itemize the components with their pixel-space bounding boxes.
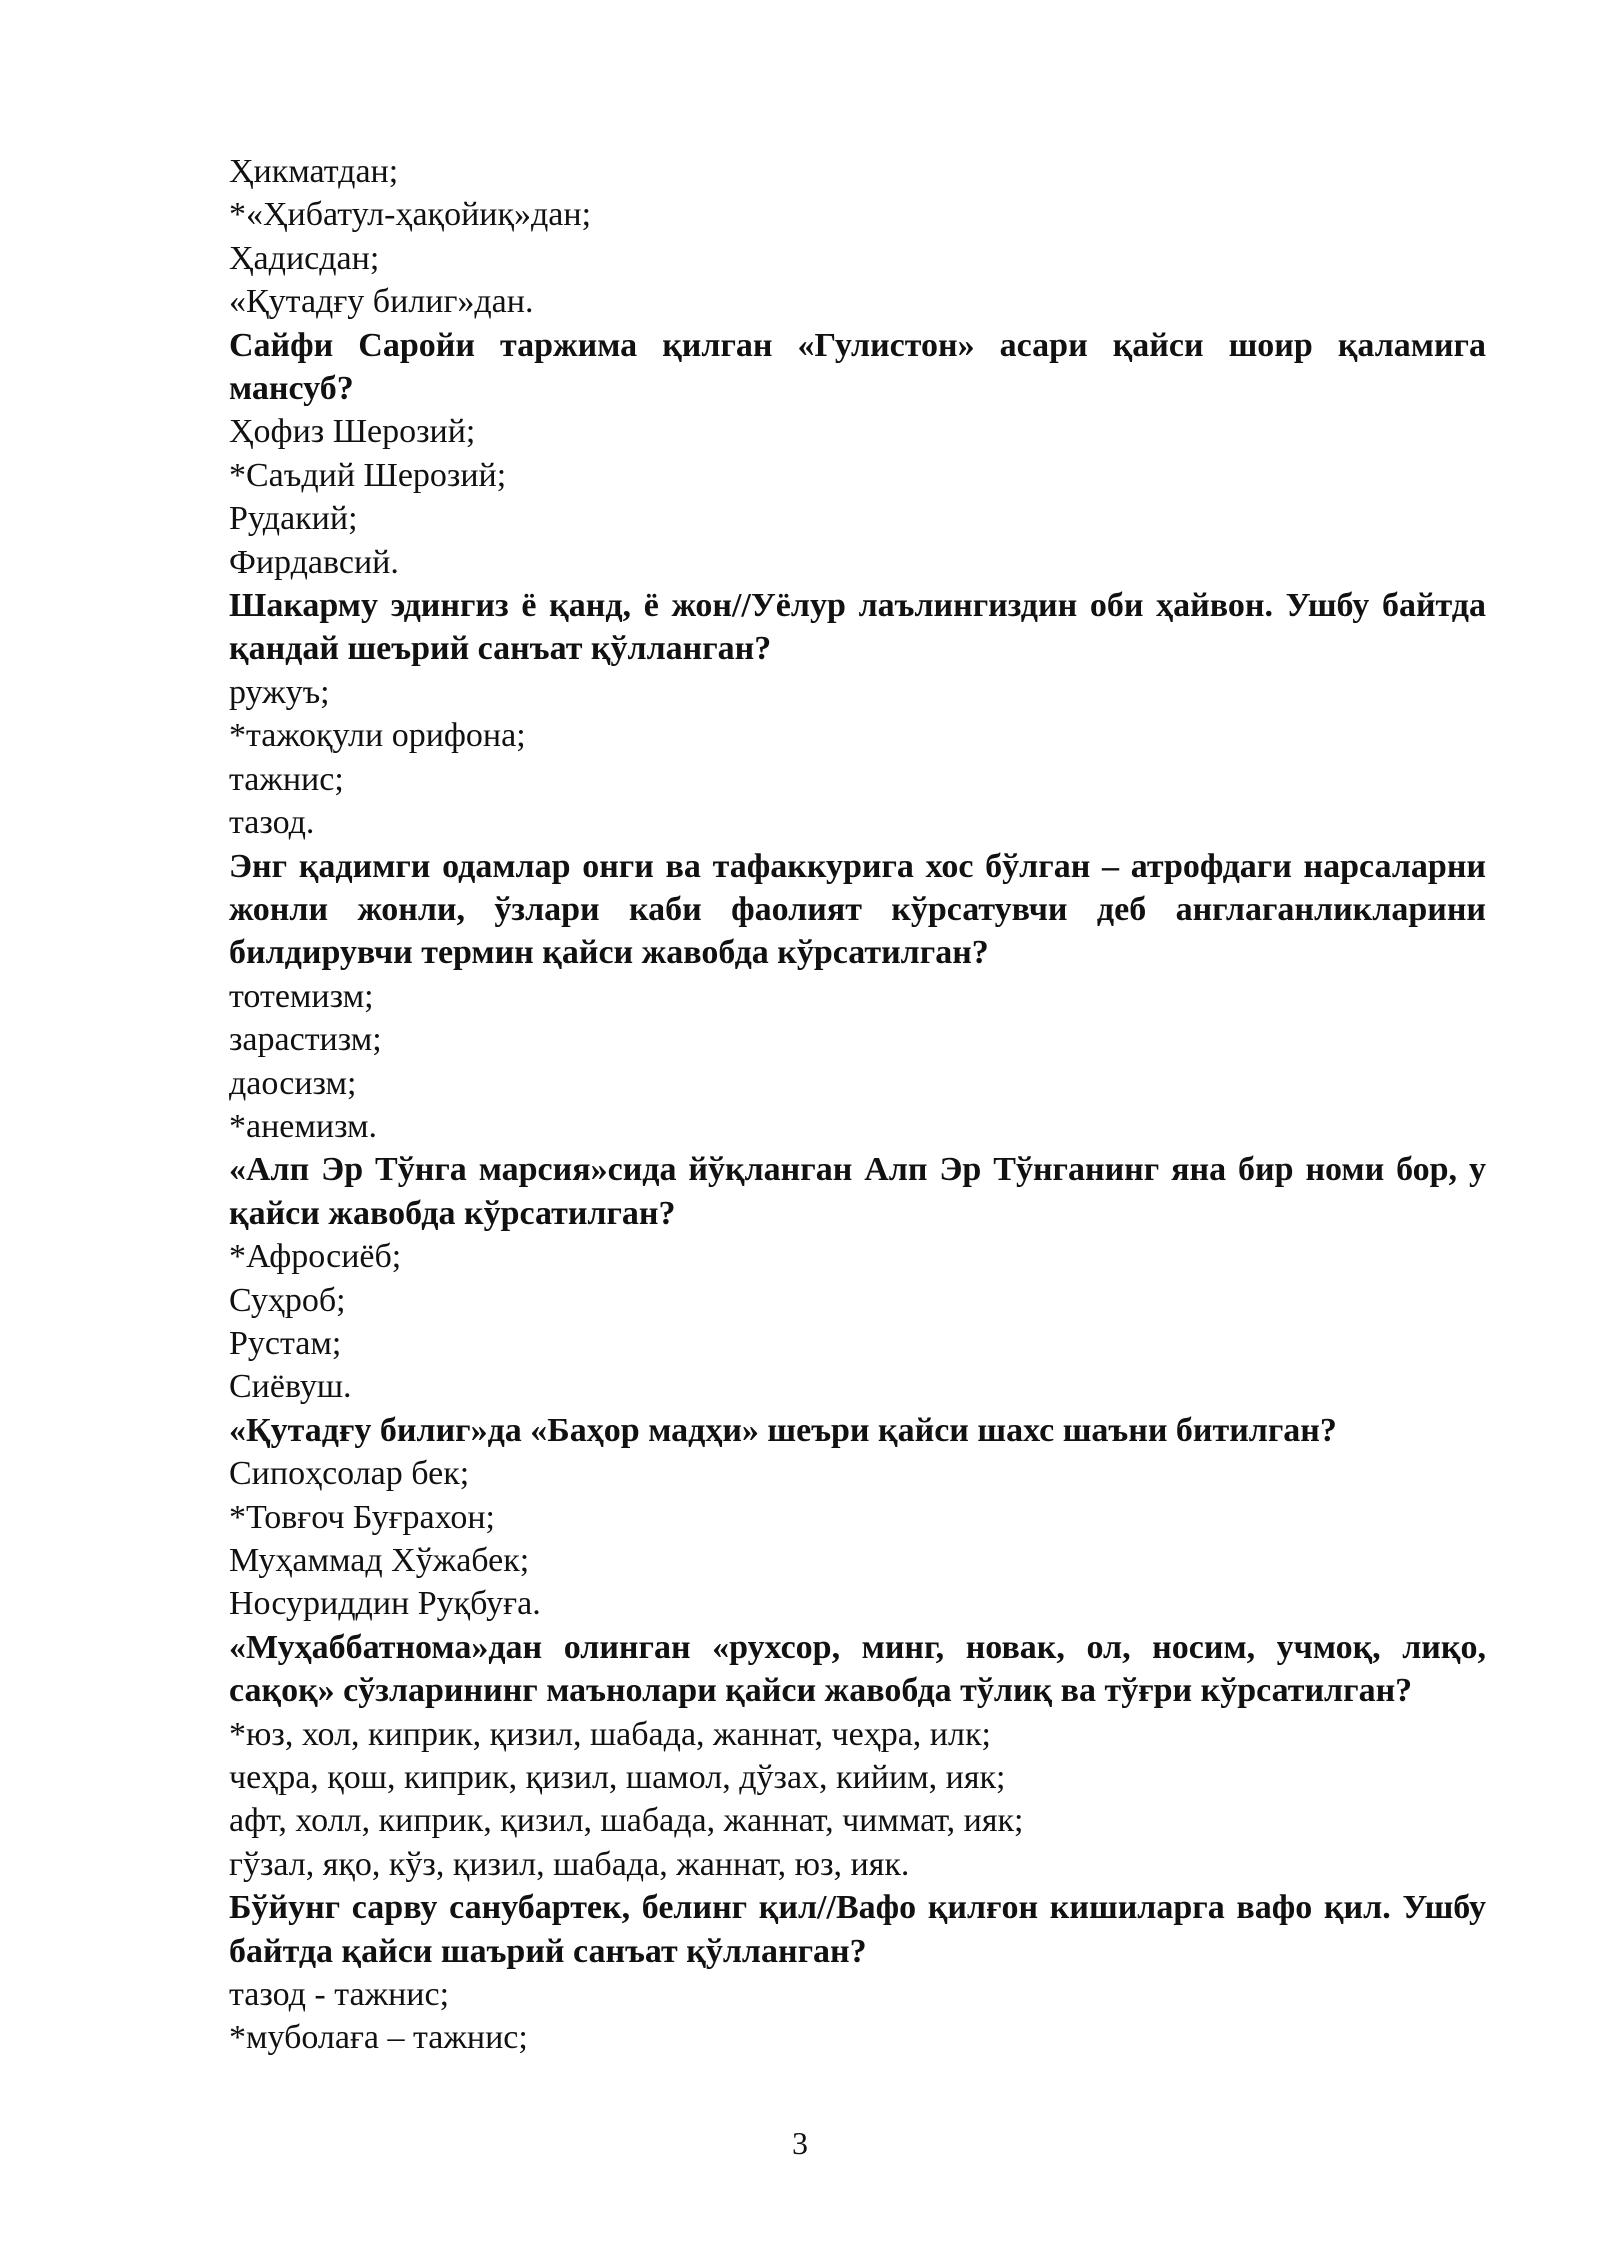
answer-option: Ҳофиз Шерозий; <box>229 413 476 451</box>
answer-option: тазод - тажнис; <box>229 1976 450 2014</box>
answer-option: ружуъ; <box>229 673 330 711</box>
question-text: «Алп Эр Тўнга марсия»сида йўқланган Алп Эр Тўнганинг яна бир номи бор, у қайси жавобда кўрсатилган? <box>229 1151 1486 1232</box>
question-text: Бўйунг сарву санубартек, белинг қил//Вафо қилғон кишиларга вафо қил. Ушбу байтда қайси шаърий санъат қўлланган? <box>229 1889 1486 1970</box>
answer-option: *Саъдий Шерозий; <box>229 456 507 494</box>
question-block <box>229 845 1486 1149</box>
answer-list <box>229 150 1486 324</box>
answer-option: *«Ҳибатул-ҳақойиқ»дан; <box>229 196 592 234</box>
answer-option: тазод. <box>229 804 315 842</box>
answer-option: *Афросиёб; <box>229 1238 402 1276</box>
answer-option: Носуриддин Руқбуға. <box>229 1585 541 1623</box>
answer-option: Ҳадисдан; <box>229 239 380 277</box>
answer-option: Муҳаммад Хўжабек; <box>229 1542 530 1579</box>
question-text: «Муҳаббатнома»дан олинган «рухсор, минг, новак, ол, носим, учмоқ, лиқо, сақоқ» сўзларининг маънолари қайси жавобда тўлиқ ва тўғри кўрсатилган? <box>229 1628 1486 1710</box>
answer-option: гўзал, яқо, кўз, қизил, шабада, жаннат, юз, ияк. <box>229 1845 910 1883</box>
question-block <box>229 324 1486 584</box>
question-block <box>229 1886 1486 2060</box>
answer-option: «Қутадғу билиг»дан. <box>229 283 534 321</box>
answer-option: Сиёвуш. <box>229 1368 352 1406</box>
answer-option: *юз, хол, киприк, қизил, шабада, жаннат, чеҳра, илк; <box>229 1715 991 1753</box>
answer-option: Сипоҳсолар бек; <box>229 1455 470 1493</box>
answer-option: Рустам; <box>229 1324 342 1362</box>
answer-option: Рудакий; <box>229 500 358 538</box>
answer-option: *Товғоч Буғрахон; <box>229 1498 495 1536</box>
answer-option: *анемизм. <box>229 1107 378 1145</box>
document-page <box>229 150 1486 2060</box>
question-block <box>229 584 1486 844</box>
question-text: «Қутадғу билиг»да «Баҳор мадҳи» шеъри қайси шахс шаъни битилган? <box>229 1411 1337 1449</box>
answer-option: тажнис; <box>229 760 344 798</box>
page-number: 3 <box>792 2125 808 2161</box>
question-block <box>229 1626 1486 1886</box>
answer-option: зарастизм; <box>229 1021 382 1059</box>
answer-option: даосизм; <box>229 1064 357 1102</box>
answer-option: Ҳикматдан; <box>229 153 399 190</box>
question-block <box>229 1409 1486 1626</box>
answer-option: тотемизм; <box>229 977 374 1015</box>
question-text: Сайфи Саройи таржима қилган «Гулистон» асари қайси шоир қаламига мансуб? <box>229 326 1486 408</box>
question-text: Шакарму эдингиз ё қанд, ё жон//Уёлур лаълингиздин оби ҳайвон. Ушбу байтда қандай шеърий санъат қўлланган? <box>229 587 1486 668</box>
question-block <box>229 1148 1486 1408</box>
answer-option: *муболаға – тажнис; <box>229 2019 528 2057</box>
question-text: Энг қадимги одамлар онги ва тафаккурига хос бўлган – атрофдаги нарсаларни жонли жонли, ўзлари каби фаолият кўрсатувчи деб англаганликларини билдирувчи термин қайси жавобда кўрсатилган? <box>229 847 1486 972</box>
answer-option: *тажоқули орифона; <box>229 717 526 755</box>
answer-option: чеҳра, қош, киприк, қизил, шамол, дўзах, кийим, ияк; <box>229 1759 1006 1797</box>
answer-option: Суҳроб; <box>229 1281 346 1319</box>
answer-option: Фирдавсий. <box>229 543 399 581</box>
answer-option: афт, холл, киприк, қизил, шабада, жаннат, чиммат, ияк; <box>229 1802 1024 1840</box>
